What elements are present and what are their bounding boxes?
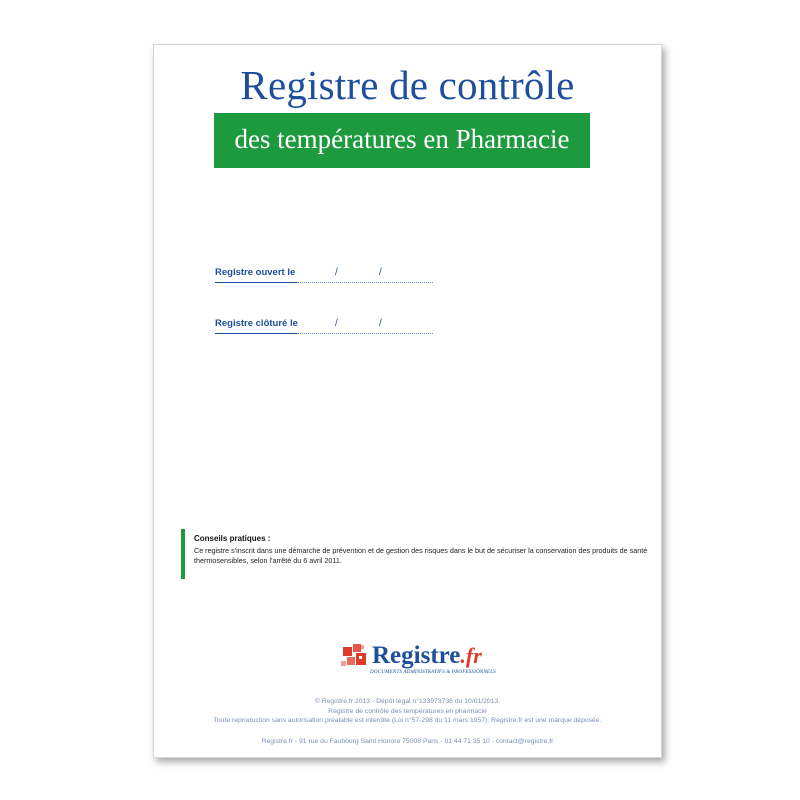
- advice-title: Conseils pratiques :: [194, 534, 271, 543]
- legal-line: Toute reproduction sans autorisation préalable est interdite (Loi n°57-298 du 11 mars 1957). Registre.fr est une marque déposée.: [213, 717, 602, 724]
- closed-date-label: Registre clôturé le: [215, 318, 298, 329]
- date-separator: /: [379, 267, 382, 278]
- closed-date-field[interactable]: [215, 318, 433, 338]
- legal-line: Registre de contrôle des températures en pharmacie: [328, 707, 487, 715]
- label-underline: [215, 333, 297, 334]
- document-page: [153, 44, 662, 758]
- subtitle-banner: [214, 113, 590, 168]
- logo-tagline: DOCUMENTS ADMINISTRATIFS & PROFESSIONNELS: [370, 669, 496, 675]
- advice-text: Ce registre s'inscrit dans une démarche de prévention et de gestion des risques dans le but de sécuriser la conservation des produits de santé thermosensibles, selon l'arrêté du 6 avril 2011.: [194, 546, 648, 565]
- label-underline: [215, 282, 297, 283]
- opened-date-label: Registre ouvert le: [215, 267, 296, 278]
- document-title: Registre de contrôle: [240, 62, 575, 108]
- footer-contact: Registre.fr - 91 rue du Faubourg Saint Honoré 75008 Paris - 01 44 71 35 10 - contact@registre.fr: [261, 738, 554, 745]
- date-dotted-line: [297, 282, 433, 283]
- date-separator: /: [335, 267, 338, 278]
- legal-notice: [154, 697, 661, 726]
- date-dotted-line: [297, 333, 433, 334]
- logo-wordmark: Registre.fr: [372, 642, 482, 669]
- advice-section: [181, 529, 651, 579]
- registre-logo: [341, 642, 496, 682]
- advice-accent-bar: [181, 529, 185, 579]
- date-separator: /: [335, 318, 338, 329]
- legal-line: © Registre.fr 2013 - Dépôt légal n°133973736 du 10/01/2013.: [314, 698, 501, 705]
- date-separator: /: [379, 318, 382, 329]
- document-subtitle: des températures en Pharmacie: [234, 124, 570, 154]
- opened-date-field[interactable]: [215, 267, 433, 287]
